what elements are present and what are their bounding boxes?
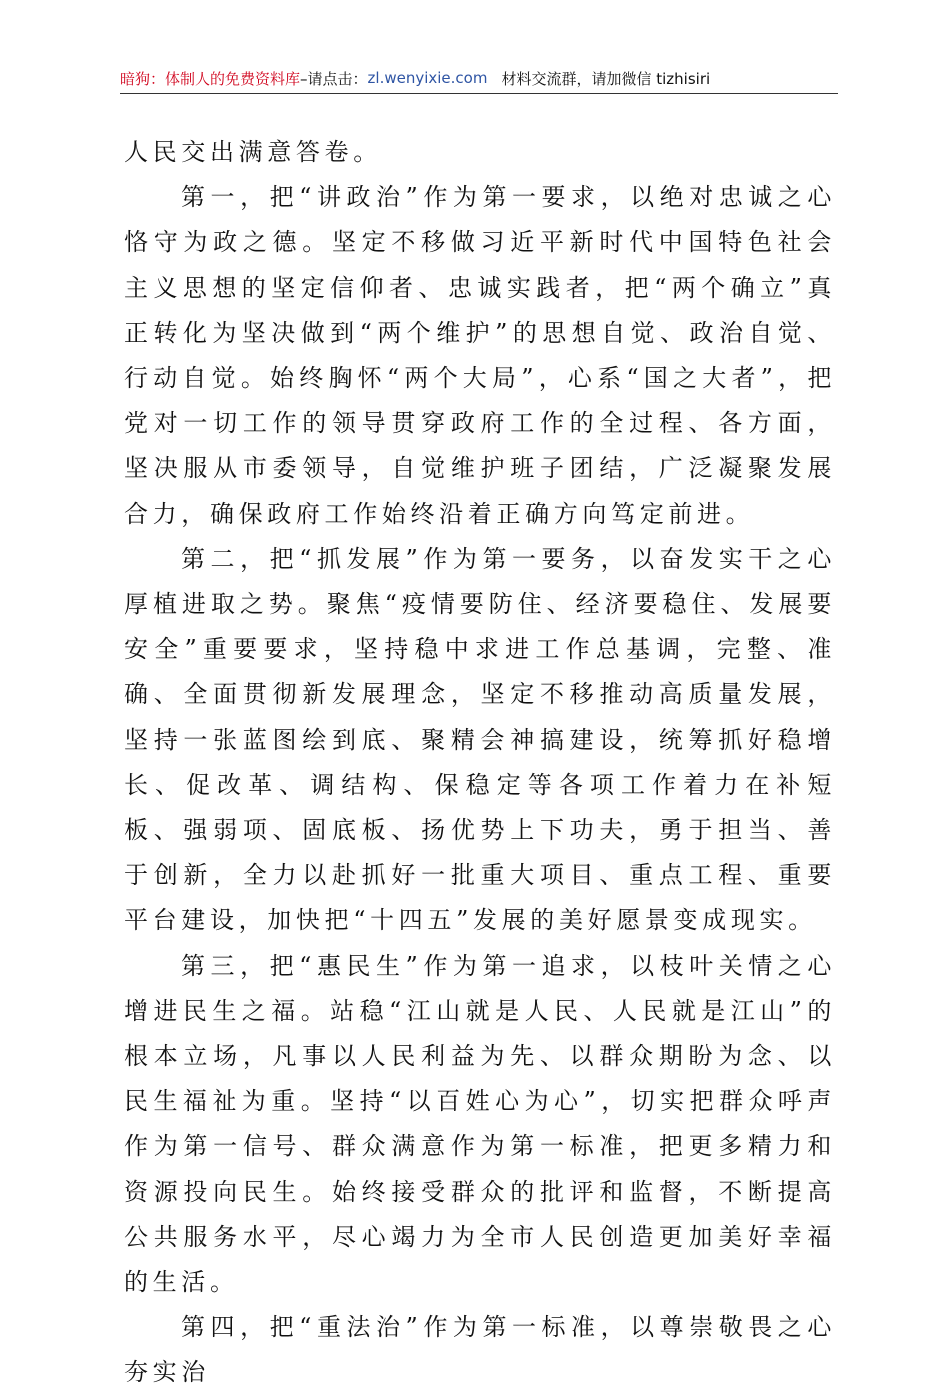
page-header xyxy=(120,62,838,94)
paragraph-politics: 第一，把“讲政治”作为第一要求，以绝对忠诚之心恪守为政之德。坚定不移做习近平新时代中国特色社会主义思想的坚定信仰者、忠诚实践者，把“两个确立”真正转化为坚决做到“两个维护”的思想自觉、政治自觉、行动自觉。始终胸怀“两个大局”，心系“国之大者”，把党对一切工作的领导贯穿政府工作的全过程、各方面，坚决服从市委领导，自觉维护班子团结，广泛凝聚发展合力，确保政府工作始终沿着正确方向笃定前进。 xyxy=(124,183,836,528)
paragraph-livelihood: 第三，把“惠民生”作为第一追求，以枝叶关情之心增进民生之福。站稳“江山就是人民、人民就是江山”的根本立场，凡事以人民利益为先、以群众期盼为念、以民生福祉为重。坚持“以百姓心为心”，切实把群众呼声作为第一信号、群众满意作为第一标准，把更多精力和资源投向民生。始终接受群众的批评和监督，不断提高公共服务水平，尽心竭力为全市人民创造更加美好幸福的生活。 xyxy=(124,951,836,1297)
header-divider xyxy=(120,93,838,94)
click-prompt: –请点击： xyxy=(300,69,368,88)
paragraph-development: 第二，把“抓发展”作为第一要务，以奋发实干之心厚植进取之势。聚焦“疫情要防住、经济要稳住、发展要安全”重要要求，坚持稳中求进工作总基调，完整、准确、全面贯彻新发展理念，坚定不移推动高质量发展，坚持一张蓝图绘到底、聚精会神搞建设，统筹抓好稳增长、促改革、调结构、保稳定等各项工作着力在补短板、强弱项、固底板、扬优势上下功夫，勇于担当、善于创新，全力以赴抓好一批重大项目、重点工程、重要平台建设，加快把“十四五”发展的美好愿景变成现实。 xyxy=(124,544,836,935)
paragraph-rule-of-law: 第四，把“重法治”作为第一标准，以尊崇敬畏之心夯实治 xyxy=(124,1313,836,1387)
document-body xyxy=(124,130,836,1396)
paragraph-continuation: 人民交出满意答卷。 xyxy=(124,138,382,166)
site-name: 暗狗：体制人的免费资料库 xyxy=(120,69,301,88)
site-url-link[interactable]: zl.wenyixie.com xyxy=(367,69,488,87)
contact-text: 材料交流群，请加微信 tizhisiri xyxy=(501,69,711,88)
